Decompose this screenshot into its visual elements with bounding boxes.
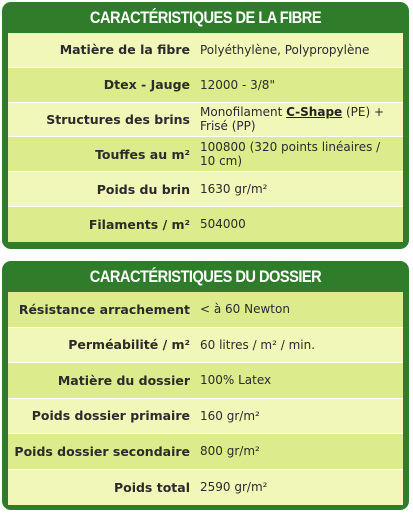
c-shape-link[interactable]: C-Shape	[286, 105, 343, 120]
row-value: 100800 (320 points linéaires / 10 cm)	[200, 140, 381, 169]
table-row	[8, 137, 403, 172]
table-row	[8, 292, 403, 328]
value-suffix: (PE) + Frisé (PP)	[200, 105, 385, 134]
fibre-panel-title: CARACTÉRISTIQUES DE LA FIBRE	[89, 8, 322, 27]
row-value: 504000	[200, 217, 246, 232]
row-value: 160 gr/m²	[200, 408, 260, 423]
table-row	[8, 172, 403, 207]
row-label: Perméabilité / m²	[68, 337, 190, 353]
row-label: Matière du dossier	[57, 372, 190, 388]
row-value: 12000 - 3/8"	[200, 77, 275, 92]
row-value	[195, 105, 403, 133]
table-row	[8, 103, 403, 138]
table-row	[8, 207, 403, 242]
row-value: 60 litres / m² / min.	[200, 337, 316, 352]
backing-characteristics-panel	[2, 261, 409, 510]
table-row	[8, 363, 403, 399]
row-value: 1630 gr/m²	[200, 182, 268, 197]
row-value: 2590 gr/m²	[200, 480, 268, 495]
row-value: < à 60 Newton	[200, 302, 290, 317]
row-label: Poids du brin	[96, 181, 190, 197]
table-row	[8, 33, 403, 68]
value-prefix: Monofilament	[200, 105, 287, 120]
row-value: 100% Latex	[200, 373, 272, 388]
fibre-characteristics-panel	[2, 2, 409, 249]
row-label: Structures des brins	[46, 111, 190, 127]
table-row	[8, 328, 403, 364]
row-label: Poids total	[113, 479, 190, 495]
fibre-table	[8, 33, 403, 242]
row-value: 800 gr/m²	[200, 444, 260, 459]
table-row	[8, 434, 403, 470]
backing-table	[8, 292, 403, 505]
row-label: Touffes au m²	[95, 146, 190, 162]
table-row	[8, 470, 403, 506]
row-label: Matière de la fibre	[59, 42, 190, 58]
row-label: Résistance arrachement	[18, 301, 190, 317]
row-label: Dtex - Jauge	[103, 77, 190, 93]
row-label: Poids dossier secondaire	[14, 443, 190, 459]
table-row	[8, 68, 403, 103]
table-row	[8, 399, 403, 435]
row-label: Poids dossier primaire	[31, 408, 190, 424]
backing-panel-title: CARACTÉRISTIQUES DU DOSSIER	[89, 267, 322, 286]
row-value: Polyéthylène, Polypropylène	[200, 42, 370, 57]
row-label: Filaments / m²	[88, 216, 190, 232]
